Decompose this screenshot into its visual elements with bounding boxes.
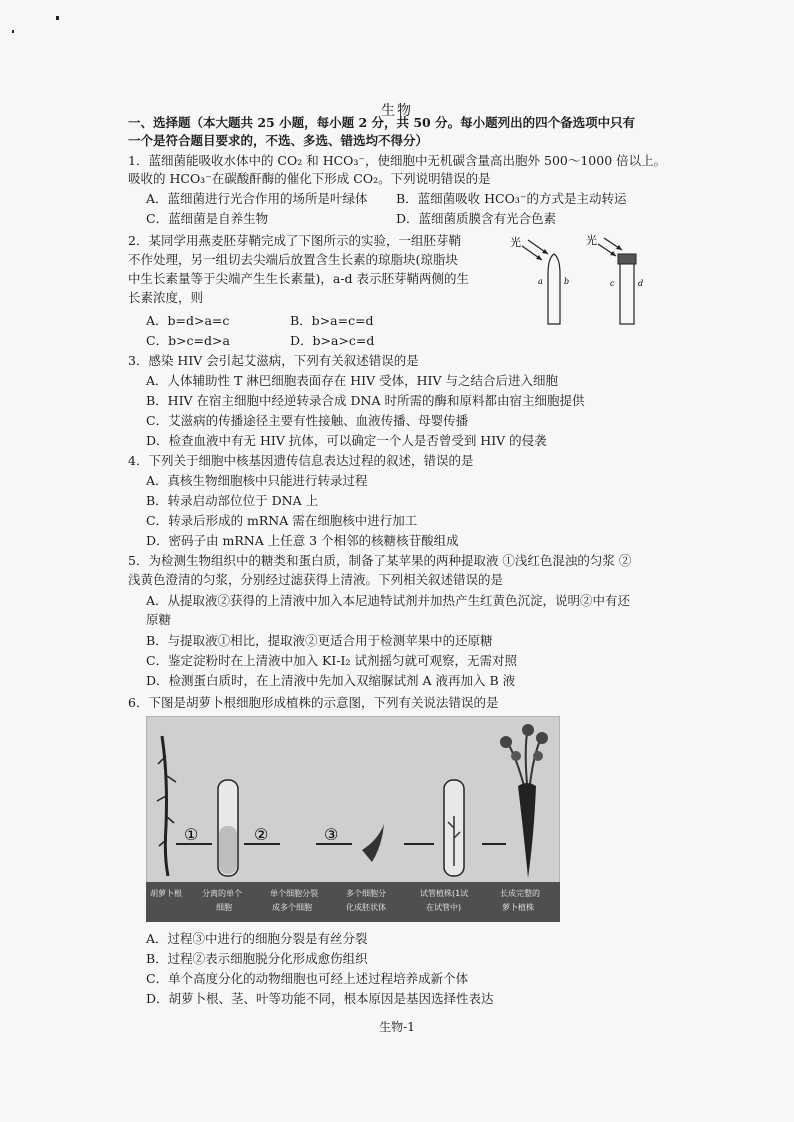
q5-option-a-cont: 原糖 <box>146 612 172 627</box>
q4-option-b: B．转录启动部位位于 DNA 上 <box>146 493 319 508</box>
agar-block <box>618 254 636 264</box>
label-b: b <box>564 277 570 286</box>
label-d: d <box>638 279 644 288</box>
q4-option-c: C．转录后形成的 mRNA 需在细胞核中进行加工 <box>146 513 418 528</box>
light-label-2: 光 <box>586 234 597 247</box>
page-footer: 生物-1 <box>379 1020 415 1034</box>
q6-option-d: D．胡萝卜根、茎、叶等功能不同，根本原因是基因选择性表达 <box>146 991 494 1006</box>
q2-option-b: B．b>a=c=d <box>290 313 374 328</box>
q4-option-d: D．密码子由 mRNA 上任意 3 个相邻的核糖核苷酸组成 <box>146 533 459 548</box>
caption-division-1: 单个细胞分裂 <box>270 889 318 898</box>
scan-speck <box>56 16 59 20</box>
carrot-culture-figure <box>146 716 560 922</box>
q2-stem-line-4: 长素浓度，则 <box>128 290 204 305</box>
coleoptile-figure <box>508 232 658 332</box>
scan-speck <box>12 30 14 33</box>
q3-option-c: C．艾滋病的传播途径主要有性接触、血液传播、母婴传播 <box>146 413 469 428</box>
q6-option-a: A．过程③中进行的细胞分裂是有丝分裂 <box>146 931 368 946</box>
caption-plantlet-2: 在试管中) <box>426 903 462 912</box>
q3-option-b: B．HIV 在宿主细胞中经逆转录合成 DNA 时所需的酶和原料都由宿主细胞提供 <box>146 393 585 408</box>
q4-option-a: A．真核生物细胞核中只能进行转录过程 <box>146 473 368 488</box>
section-header-line-1: 一、选择题（本大题共 25 小题，每小题 2 分，共 50 分。每小题列出的四个备选项中只有 <box>128 115 636 130</box>
q2-stem-line-3: 中生长素量等于尖端产生生长素量)，a-d 表示胚芽鞘两侧的生 <box>128 271 470 286</box>
q5-option-a: A．从提取液②获得的上清液中加入本尼迪特试剂并加热产生红黄色沉淀，说明②中有还 <box>146 593 631 608</box>
coleoptile-intact <box>548 254 560 324</box>
q5-option-d: D．检测蛋白质时，在上清液中先加入双缩脲试剂 A 液再加入 B 液 <box>146 673 516 688</box>
q1-option-d: D．蓝细菌质膜含有光合色素 <box>396 211 557 226</box>
q1-option-a: A．蓝细菌进行光合作用的场所是叶绿体 <box>146 191 368 206</box>
light-arrows-2 <box>598 238 622 256</box>
q1-stem-line-1: 1．蓝细菌能吸收水体中的 CO₂ 和 HCO₃⁻，使细胞中无机碳含量高出胞外 500～1000 倍以上。 <box>128 153 667 168</box>
test-tube-2-icon <box>444 780 464 876</box>
q1-option-c: C．蓝细菌是自养生物 <box>146 211 269 226</box>
light-arrows-1 <box>522 240 548 260</box>
step-1-label: ① <box>184 825 199 844</box>
q6-option-c: C．单个高度分化的动物细胞也可经上述过程培养成新个体 <box>146 971 469 986</box>
label-c: c <box>610 279 615 288</box>
q1-stem-line-2: 吸收的 HCO₃⁻在碳酸酐酶的催化下形成 CO₂。下列说明错误的是 <box>128 171 491 186</box>
q2-stem-line-1: 2．某同学用燕麦胚芽鞘完成了下图所示的实验，一组胚芽鞘 <box>128 233 461 248</box>
caption-division-2: 成多个细胞 <box>272 903 312 912</box>
q5-option-c: C．鉴定淀粉时在上清液中加入 KI-I₂ 试剂摇匀就可观察，无需对照 <box>146 653 517 668</box>
step-3-label: ③ <box>324 825 339 844</box>
q6-stem: 6．下图是胡萝卜根细胞形成植株的示意图，下列有关说法错误的是 <box>128 695 499 710</box>
caption-carrot-root: 胡萝卜根 <box>150 889 182 898</box>
caption-embryoid-1: 多个细胞分 <box>346 889 386 898</box>
caption-plant-1: 长成完整的 <box>500 889 540 898</box>
caption-embryoid-2: 化成胚状体 <box>346 903 386 912</box>
test-tube-1-icon <box>218 780 238 876</box>
caption-single-cell-2: 细胞 <box>216 903 232 912</box>
q5-option-b: B．与提取液①相比，提取液②更适合用于检测苹果中的还原糖 <box>146 633 493 648</box>
coleoptile-decapitated <box>618 254 636 324</box>
q3-stem: 3．感染 HIV 会引起艾滋病，下列有关叙述错误的是 <box>128 353 419 368</box>
q5-stem-line-1: 5．为检测生物组织中的糖类和蛋白质，制备了某苹果的两种提取液 ①浅红色混浊的匀浆 ② <box>128 553 632 568</box>
q6-option-b: B．过程②表示细胞脱分化形成愈伤组织 <box>146 951 368 966</box>
step-2-label: ② <box>254 825 269 844</box>
q4-stem: 4．下列关于细胞中核基因遗传信息表达过程的叙述，错误的是 <box>128 453 474 468</box>
q1-option-b: B．蓝细菌吸收 HCO₃⁻的方式是主动转运 <box>396 191 627 206</box>
q2-stem-line-2: 不作处理，另一组切去尖端后放置含生长素的琼脂块(琼脂块 <box>128 252 458 267</box>
q2-option-a: A．b=d>a=c <box>146 313 230 328</box>
q3-option-d: D．检查血液中有无 HIV 抗体，可以确定一个人是否曾受到 HIV 的侵袭 <box>146 433 547 448</box>
caption-plant-2: 萝卜植株 <box>502 903 534 912</box>
q3-option-a: A．人体辅助性 T 淋巴细胞表面存在 HIV 受体，HIV 与之结合后进入细胞 <box>146 373 558 388</box>
q2-option-d: D．b>a>c=d <box>290 333 375 348</box>
caption-single-cell-1: 分离的单个 <box>202 889 242 898</box>
q5-stem-line-2: 浅黄色澄清的匀浆，分别经过滤获得上清液。下列相关叙述错误的是 <box>128 572 504 587</box>
q2-option-c: C．b>c=d>a <box>146 333 230 348</box>
light-label-1: 光 <box>510 236 521 249</box>
section-header-line-2: 一个是符合题目要求的，不选、多选、错选均不得分） <box>128 133 429 148</box>
page-title: 生物 <box>381 103 413 119</box>
label-a: a <box>538 277 543 286</box>
caption-plantlet-1: 试管植株(1试 <box>420 889 469 898</box>
